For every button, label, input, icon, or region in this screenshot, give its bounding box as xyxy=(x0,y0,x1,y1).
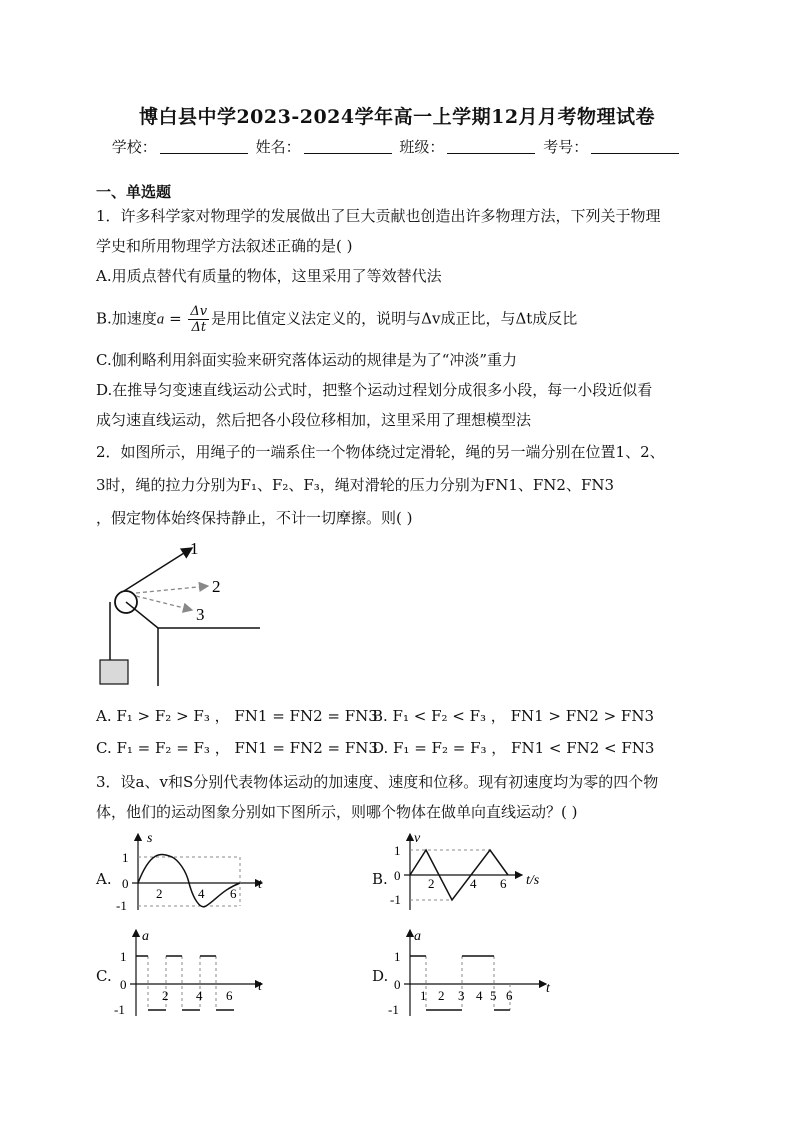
graph-d-tick-3: 3 xyxy=(458,988,465,1003)
q2-option-b: B. F₁ < F₂ < F₃ ， FN1 > FN2 > FN3 xyxy=(372,707,655,725)
pulley-diagram xyxy=(96,536,276,692)
graph-d-y-label: a xyxy=(414,929,421,944)
q2-stem-line2: 3时，绳的拉力分别为F₁、F₂、F₃，绳对滑轮的压力分别为FN1、FN2、FN3 xyxy=(96,476,615,494)
graph-c-tick-0: 0 xyxy=(120,977,127,992)
label-position-2: 2 xyxy=(212,577,221,596)
graph-d-tick-5: 5 xyxy=(490,988,497,1003)
graph-a-tick-neg1: -1 xyxy=(116,898,127,913)
graph-b-letter: B. xyxy=(372,870,388,888)
school-label: 学校： xyxy=(111,138,157,156)
exam-number-label: 考号： xyxy=(543,138,589,156)
graph-b-y-label: v xyxy=(414,831,421,846)
rope-position-1 xyxy=(124,548,192,591)
q1-stem-line2: 学史和所用物理学方法叙述正确的是( ) xyxy=(96,237,353,255)
graph-c-tick-2: 2 xyxy=(162,988,169,1003)
q2-stem-line1: 2．如图所示，用绳子的一端系住一个物体绕过定滑轮，绳的另一端分别在位置1、2、 xyxy=(96,443,665,461)
q2-option-a: A. F₁ > F₂ > F₃ ， FN1 = FN2 = FN3 xyxy=(96,707,378,725)
graph-a-y-label: s xyxy=(147,831,153,846)
q1-option-b-var: a xyxy=(156,311,165,328)
graph-c-step-segments xyxy=(136,956,234,1010)
q1-option-b-suffix: 是用比值定义法定义的，说明与Δv成正比，与Δt成反比 xyxy=(211,309,578,328)
q1-stem-line1: 1．许多科学家对物理学的发展做出了巨大贡献也创造出许多物理方法，下列关于物理 xyxy=(96,207,661,225)
graph-d-x-label: t xyxy=(546,981,550,996)
name-blank[interactable] xyxy=(304,139,392,154)
q1-option-a: A.用质点替代有质量的物体，这里采用了等效替代法 xyxy=(96,267,442,285)
q1-option-b-prefix: B.加速度 xyxy=(96,309,157,328)
class-label: 班级： xyxy=(399,138,445,156)
graph-c-dashed-guides xyxy=(148,956,216,1010)
school-blank[interactable] xyxy=(160,139,248,154)
graph-a-tick-1: 1 xyxy=(122,850,129,865)
graph-d-tick-1-y: 1 xyxy=(394,949,401,964)
q3-stem-line1: 3．设a、v和S分别代表物体运动的加速度、速度和位移。现有初速度均为零的四个物 xyxy=(96,773,659,791)
graph-b-tick-1: 1 xyxy=(394,843,401,858)
class-blank[interactable] xyxy=(447,139,535,154)
graph-d-acceleration-time xyxy=(386,926,556,1018)
graph-c-tick-neg1: -1 xyxy=(114,1002,125,1017)
label-position-1: 1 xyxy=(190,539,199,558)
graph-c-acceleration-time xyxy=(112,926,272,1018)
rope-position-3 xyxy=(136,596,192,610)
name-label: 姓名： xyxy=(255,138,301,156)
graph-b-tick-2: 2 xyxy=(428,876,435,891)
graph-a-tick-0: 0 xyxy=(122,876,129,891)
hanging-block xyxy=(100,660,128,684)
rope-position-2 xyxy=(136,586,208,593)
graph-d-tick-2: 2 xyxy=(438,988,445,1003)
graph-a-tick-2: 2 xyxy=(156,886,163,901)
q1-option-b xyxy=(96,304,577,335)
graph-d-tick-4: 4 xyxy=(476,988,483,1003)
fraction-denominator: Δt xyxy=(191,320,207,335)
graph-b-x-label: t/s xyxy=(526,873,540,888)
exam-number-blank[interactable] xyxy=(591,139,679,154)
graph-c-letter: C. xyxy=(96,967,112,985)
q2-stem-line3: ，假定物体始终保持静止，不计一切摩擦。则( ) xyxy=(96,509,413,527)
graph-b-velocity-time xyxy=(386,830,556,914)
graph-d-tick-neg1: -1 xyxy=(388,1002,399,1017)
pulley-bracket xyxy=(126,602,158,628)
label-position-3: 3 xyxy=(196,605,205,624)
q2-option-d: D. F₁ = F₂ = F₃ ， FN1 < FN2 < FN3 xyxy=(372,739,655,757)
student-info-line xyxy=(0,136,794,157)
graph-a-x-label: t xyxy=(258,877,262,892)
q1-option-d-line1: D.在推导匀变速直线运动公式时，把整个运动过程划分成很多小段，每一小段近似看 xyxy=(96,381,653,399)
graph-d-tick-0: 0 xyxy=(394,977,401,992)
graph-a-tick-6: 6 xyxy=(230,886,237,901)
graph-d-tick-6: 6 xyxy=(506,988,513,1003)
fraction-numerator: Δv xyxy=(190,304,208,319)
graph-d-tick-1-x: 1 xyxy=(420,988,427,1003)
acceleration-fraction xyxy=(188,304,209,335)
q1-option-c: C.伽利略利用斜面实验来研究落体运动的规律是为了“冲淡”重力 xyxy=(96,351,518,369)
graph-a-letter: A. xyxy=(96,870,112,888)
graph-c-tick-1: 1 xyxy=(120,949,127,964)
q1-option-b-eq: = xyxy=(164,309,187,328)
graph-b-tick-0: 0 xyxy=(394,868,401,883)
graph-c-y-label: a xyxy=(142,929,149,944)
graph-b-tick-4: 4 xyxy=(470,876,477,891)
graph-a-sine-curve xyxy=(138,855,240,907)
graph-b-tick-neg1: -1 xyxy=(390,892,401,907)
q3-stem-line2: 体，他们的运动图象分别如下图所示，则哪个物体在做单向直线运动？( ) xyxy=(96,803,578,821)
graph-b-tick-6: 6 xyxy=(500,876,507,891)
graph-c-tick-6: 6 xyxy=(226,988,233,1003)
q2-option-c: C. F₁ = F₂ = F₃ ， FN1 = FN2 = FN3 xyxy=(96,739,378,757)
q1-option-d-line2: 成匀速直线运动，然后把各小段位移相加，这里采用了理想模型法 xyxy=(96,411,532,429)
exam-title: 博白县中学2023-2024学年高一上学期12月月考物理试卷 xyxy=(138,106,656,128)
graph-c-tick-4: 4 xyxy=(196,988,203,1003)
graph-a-position-time xyxy=(112,830,272,914)
graph-c-x-label: t xyxy=(258,979,262,994)
section-title: 一、单选题 xyxy=(96,183,172,201)
graph-a-tick-4: 4 xyxy=(198,886,205,901)
graph-d-letter: D. xyxy=(372,967,389,985)
